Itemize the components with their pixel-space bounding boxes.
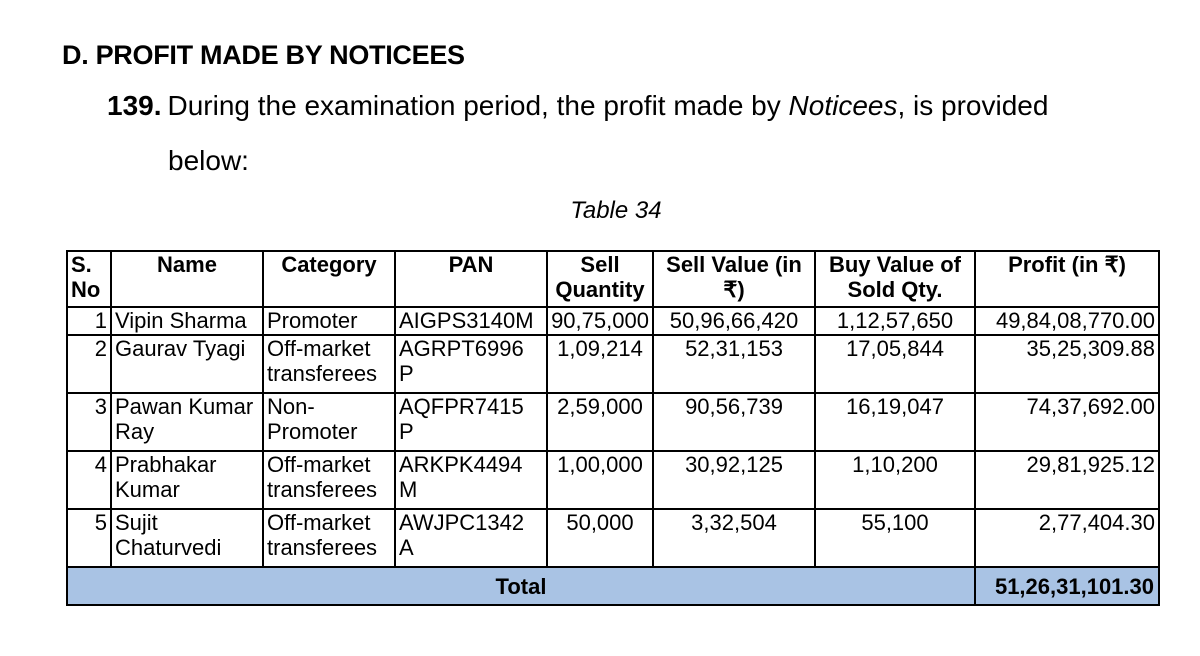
table-row (67, 451, 1159, 509)
cell-pan: AGRPT6996 P (395, 335, 547, 393)
cell-sell-value: 50,96,66,420 (653, 307, 815, 335)
cell-pan: AQFPR7415 P (395, 393, 547, 451)
cell-name: Sujit Chaturvedi (111, 509, 263, 567)
cell-sell-quantity: 1,09,214 (547, 335, 653, 393)
cell-profit: 49,84,08,770.00 (975, 307, 1159, 335)
cell-category: Promoter (263, 307, 395, 335)
table-row (67, 393, 1159, 451)
cell-name: Pawan Kumar Ray (111, 393, 263, 451)
cell-category: Off-market transferees (263, 335, 395, 393)
paragraph-continuation: below: (168, 145, 249, 176)
cell-category: Off-market transferees (263, 509, 395, 567)
paragraph-italic: Noticees (788, 90, 898, 121)
cell-category: Non-Promoter (263, 393, 395, 451)
cell-buy-value: 16,19,047 (815, 393, 975, 451)
cell-sno: 3 (67, 393, 111, 451)
cell-sell-value: 90,56,739 (653, 393, 815, 451)
paragraph-139 (107, 92, 1048, 120)
header-sell-value: Sell Value (in ₹) (653, 251, 815, 307)
header-sno: S. No (67, 251, 111, 307)
cell-sno: 1 (67, 307, 111, 335)
header-name: Name (111, 251, 263, 307)
cell-profit: 29,81,925.12 (975, 451, 1159, 509)
cell-sell-value: 52,31,153 (653, 335, 815, 393)
cell-profit: 35,25,309.88 (975, 335, 1159, 393)
header-profit: Profit (in ₹) (975, 251, 1159, 307)
cell-buy-value: 17,05,844 (815, 335, 975, 393)
table-row (67, 335, 1159, 393)
cell-category: Off-market transferees (263, 451, 395, 509)
cell-pan: AIGPS3140M (395, 307, 547, 335)
total-label: Total (67, 567, 975, 605)
table-caption: Table 34 (570, 197, 662, 224)
table-row (67, 307, 1159, 335)
header-category: Category (263, 251, 395, 307)
total-row (67, 567, 1159, 605)
header-pan: PAN (395, 251, 547, 307)
paragraph-number: 139. (107, 90, 162, 121)
cell-buy-value: 1,12,57,650 (815, 307, 975, 335)
cell-name: Vipin Sharma (111, 307, 263, 335)
cell-sell-value: 30,92,125 (653, 451, 815, 509)
cell-name: Gaurav Tyagi (111, 335, 263, 393)
cell-sell-value: 3,32,504 (653, 509, 815, 567)
paragraph-text-after: , is provided (897, 90, 1049, 121)
cell-buy-value: 1,10,200 (815, 451, 975, 509)
cell-sell-quantity: 90,75,000 (547, 307, 653, 335)
profit-table (66, 250, 1160, 606)
header-buy-value: Buy Value of Sold Qty. (815, 251, 975, 307)
header-sell-quantity: Sell Quantity (547, 251, 653, 307)
cell-sno: 2 (67, 335, 111, 393)
cell-profit: 2,77,404.30 (975, 509, 1159, 567)
cell-pan: AWJPC1342 A (395, 509, 547, 567)
total-value: 51,26,31,101.30 (975, 567, 1159, 605)
table-row (67, 509, 1159, 567)
cell-sno: 5 (67, 509, 111, 567)
table-header-row (67, 251, 1159, 307)
cell-sno: 4 (67, 451, 111, 509)
cell-buy-value: 55,100 (815, 509, 975, 567)
cell-pan: ARKPK4494 M (395, 451, 547, 509)
cell-sell-quantity: 50,000 (547, 509, 653, 567)
paragraph-text: During the examination period, the profit made by (167, 90, 789, 121)
cell-sell-quantity: 1,00,000 (547, 451, 653, 509)
cell-profit: 74,37,692.00 (975, 393, 1159, 451)
cell-name: Prabhakar Kumar (111, 451, 263, 509)
section-heading: D. PROFIT MADE BY NOTICEES (62, 40, 465, 70)
cell-sell-quantity: 2,59,000 (547, 393, 653, 451)
